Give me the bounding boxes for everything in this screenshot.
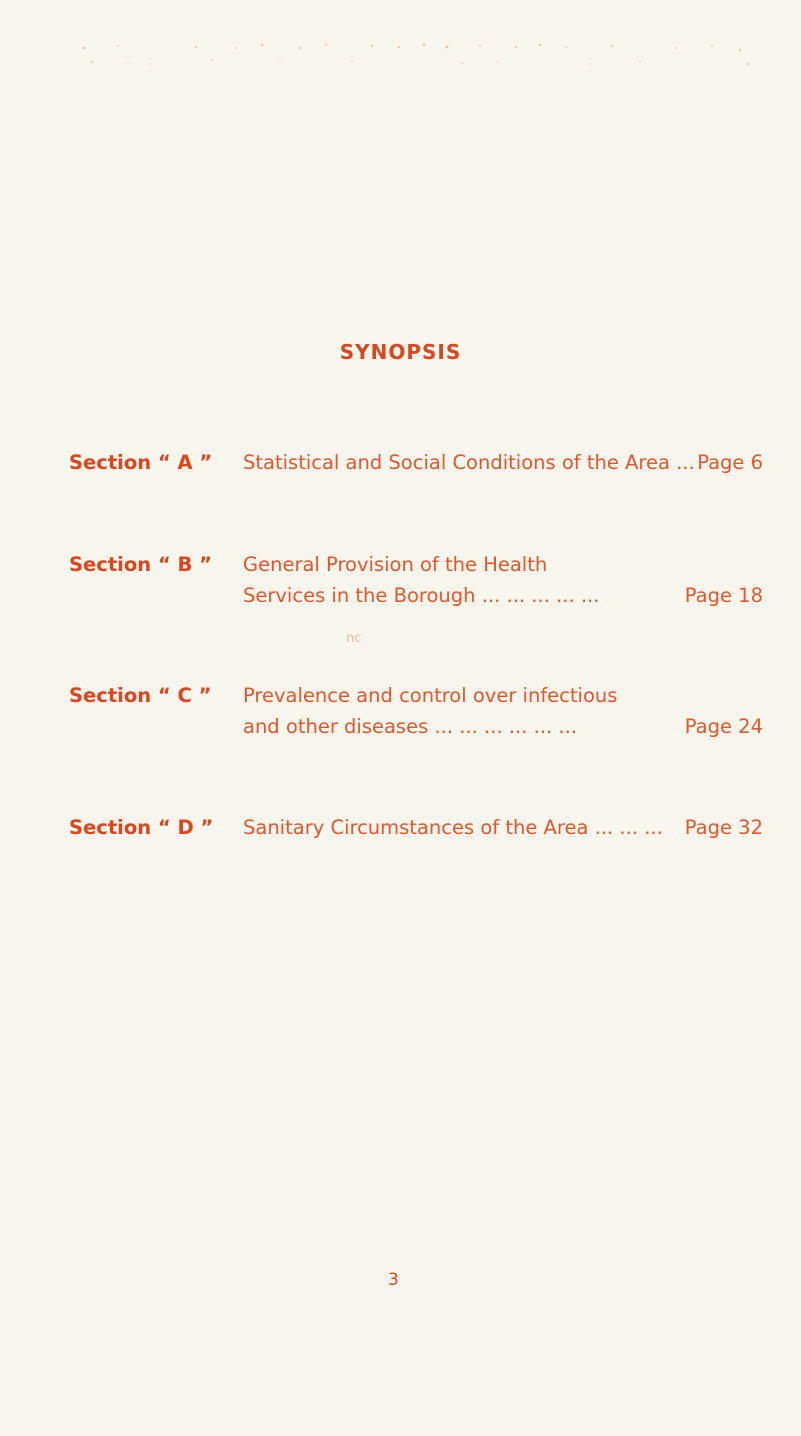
page-reference: Page 24 — [684, 715, 763, 738]
section-title: Statistical and Social Conditions of the Area ... — [243, 451, 695, 474]
section-title: General Provision of the Health — [243, 553, 548, 576]
page-number: 3 — [388, 1270, 399, 1290]
section-title: Prevalence and control over infectious — [243, 684, 618, 707]
page-reference: Page 18 — [684, 584, 763, 607]
section-title-continued: Services in the Borough ... ... ... ... ... — [243, 584, 600, 607]
page-reference: Page 32 — [684, 816, 763, 839]
section-title: Sanitary Circumstances of the Area ... ... ... — [243, 816, 663, 839]
section-label: Section “ B ” — [69, 553, 212, 576]
section-label: Section “ D ” — [69, 816, 214, 839]
section-label: Section “ A ” — [69, 451, 213, 474]
section-title-continued: and other diseases ... ... ... ... ... ... — [243, 715, 578, 738]
page-title: SYNOPSIS — [339, 340, 462, 364]
print-speckle-decoration — [0, 38, 801, 88]
page-reference: Page 6 — [697, 451, 763, 474]
section-label: Section “ C ” — [69, 684, 212, 707]
faint-pencil-mark: nc — [346, 631, 362, 646]
